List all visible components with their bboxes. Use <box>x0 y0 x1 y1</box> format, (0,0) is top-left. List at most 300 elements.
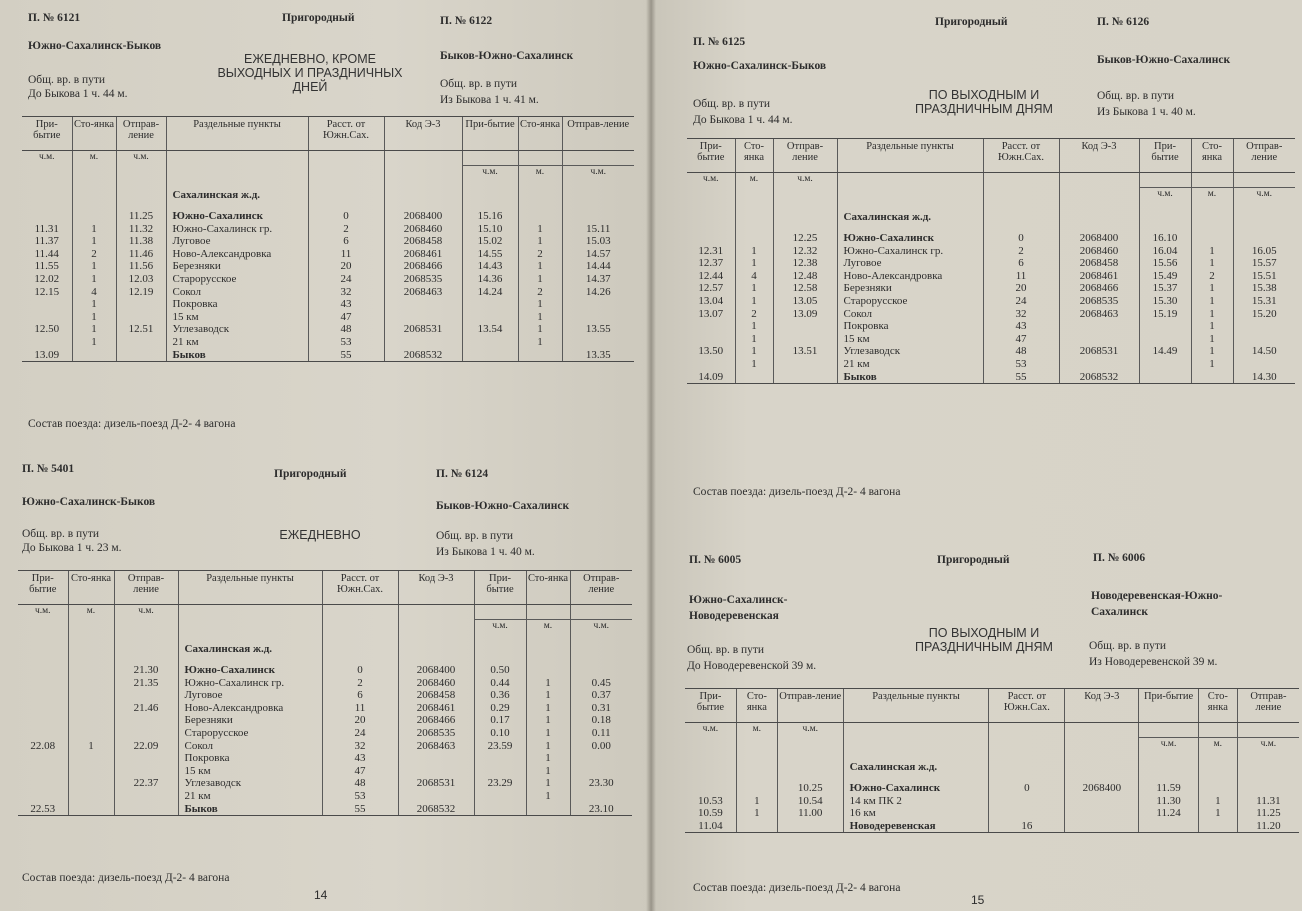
return-departure-time: 14.50 <box>1233 345 1295 358</box>
table-row <box>687 270 1295 283</box>
table-row <box>18 689 632 702</box>
return-departure-time <box>1233 333 1295 346</box>
return-arrival-time <box>1139 320 1191 333</box>
arrival-header: При-бытие <box>1139 139 1191 173</box>
unit-cell <box>1139 723 1199 738</box>
points-header: Раздельные пункты <box>837 139 983 173</box>
return-stop-minutes: 1 <box>526 677 570 690</box>
stop-header: Сто-янка <box>736 689 777 723</box>
return-stop-minutes: 1 <box>526 777 570 790</box>
arrival-time <box>18 664 68 677</box>
departure-header: Отправ-ление <box>116 117 166 151</box>
departure-time <box>114 689 178 702</box>
arrival-time: 11.04 <box>685 820 736 833</box>
code-header: Код Э-3 <box>384 117 462 151</box>
arrival-time <box>18 702 68 715</box>
route-b: Новодеревенская-Южно-Сахалинск <box>1091 590 1223 618</box>
table-row <box>22 323 634 336</box>
table-row <box>18 790 632 803</box>
page-number: 15 <box>971 893 985 907</box>
return-departure-time: 13.55 <box>562 323 634 336</box>
return-stop-minutes: 1 <box>1191 358 1233 371</box>
unit-cell <box>22 166 72 181</box>
table-row <box>687 245 1295 258</box>
unit-cell: ч.м. <box>462 166 518 181</box>
distance-km <box>989 795 1065 808</box>
distance-km: 43 <box>322 752 398 765</box>
departure-time <box>114 714 178 727</box>
distance-km: 0 <box>989 782 1065 795</box>
return-departure-time: 23.30 <box>570 777 632 790</box>
unit-cell: м. <box>1198 738 1237 753</box>
stop-minutes: 1 <box>735 358 773 371</box>
arrival-time: 12.44 <box>698 269 724 282</box>
stop-minutes <box>68 677 114 690</box>
header-row <box>22 117 634 151</box>
station-code: 2068458 <box>384 235 462 248</box>
points-header: Раздельные пункты <box>843 689 989 723</box>
timetable <box>18 570 632 816</box>
return-arrival-time: 15.02 <box>462 235 518 248</box>
distance-km: 16 <box>989 820 1065 833</box>
units-row <box>18 605 632 620</box>
return-stop-minutes <box>526 664 570 677</box>
station-name: Быков <box>837 371 983 384</box>
return-departure-time: 11.25 <box>1237 807 1299 820</box>
table-row <box>22 210 634 223</box>
return-arrival-time: 23.29 <box>474 777 526 790</box>
timetable <box>687 138 1295 384</box>
arrival-header: При-бытие <box>22 117 72 151</box>
departure-time <box>116 349 166 362</box>
stop-minutes <box>736 820 777 833</box>
points-header: Раздельные пункты <box>166 117 308 151</box>
return-departure-time: 14.37 <box>562 273 634 286</box>
stop-minutes: 1 <box>72 298 116 311</box>
stop-minutes: 1 <box>735 320 773 333</box>
departure-header: Отправ-ление <box>562 117 634 151</box>
return-stop-minutes <box>518 210 562 223</box>
return-stop-minutes: 1 <box>1191 282 1233 295</box>
stop-header: Сто-янка <box>68 571 114 605</box>
schedule-note: ПО ВЫХОДНЫМ И ПРАЗДНИЧНЫМ ДНЯМ <box>915 626 1053 654</box>
return-arrival-time: 15.16 <box>462 210 518 223</box>
unit-cell <box>562 151 634 166</box>
distance-km: 6 <box>983 257 1059 270</box>
empty-cell <box>474 634 526 664</box>
arrival-time <box>687 333 735 346</box>
header-row <box>685 689 1299 723</box>
departure-time: 21.46 <box>114 702 178 715</box>
unit-cell: м. <box>1191 188 1233 203</box>
unit-cell <box>166 166 308 181</box>
arrival-header: При-бытие <box>687 139 735 173</box>
unit-cell: ч.м. <box>702 724 719 734</box>
unit-cell <box>1139 173 1191 188</box>
schedule-note: ПО ВЫХОДНЫМ И ПРАЗДНИЧНЫМ ДНЯМ <box>915 88 1053 116</box>
station-name: Сокол <box>166 286 308 299</box>
empty-cell <box>308 180 384 210</box>
return-departure-time: 14.57 <box>562 248 634 261</box>
return-departure-time <box>1233 358 1295 371</box>
return-arrival-time: 0.36 <box>474 689 526 702</box>
departure-time: 11.38 <box>116 235 166 248</box>
station-name: Покровка <box>837 320 983 333</box>
return-stop-minutes: 1 <box>1198 807 1237 820</box>
arrival-time <box>685 782 736 795</box>
arrival-time: 10.59 <box>698 807 723 820</box>
empty-cell <box>1237 752 1299 782</box>
return-departure-time <box>1237 782 1299 795</box>
train-number-a: П. № 5401 <box>22 463 75 475</box>
distance-km: 24 <box>983 295 1059 308</box>
unit-cell: ч.м. <box>474 620 526 635</box>
stop-minutes <box>72 210 116 223</box>
unit-cell <box>1237 723 1299 738</box>
return-departure-time: 15.57 <box>1233 257 1295 270</box>
station-name: 21 км <box>178 790 322 803</box>
arrival-time: 13.04 <box>698 294 724 307</box>
station-name: Ново-Александровка <box>178 702 322 715</box>
return-arrival-time <box>474 803 526 816</box>
stop-minutes: 1 <box>72 235 116 248</box>
table-row <box>22 223 634 236</box>
station-code <box>398 790 474 803</box>
arrival-time <box>22 336 72 349</box>
return-arrival-time: 14.49 <box>1139 345 1191 358</box>
empty-cell <box>1233 202 1295 232</box>
station-code: 2068535 <box>1059 295 1139 308</box>
return-stop-minutes: 1 <box>518 223 562 236</box>
stop-minutes: 2 <box>72 248 116 261</box>
return-arrival-time: 0.44 <box>474 677 526 690</box>
empty-cell <box>22 180 72 210</box>
empty-cell <box>114 634 178 664</box>
unit-cell <box>1233 173 1295 188</box>
unit-cell <box>322 620 398 635</box>
return-arrival-time: 11.24 <box>1139 807 1199 820</box>
return-arrival-time: 15.10 <box>462 223 518 236</box>
railway-name: Сахалинская ж.д. <box>178 634 322 664</box>
return-arrival-time: 15.19 <box>1139 308 1191 321</box>
station-code: 2068535 <box>398 727 474 740</box>
stop-minutes <box>68 664 114 677</box>
return-stop-minutes: 1 <box>526 765 570 778</box>
return-arrival-time: 23.59 <box>474 740 526 753</box>
unit-cell <box>777 738 843 753</box>
unit-cell <box>384 166 462 181</box>
unit-cell: м. <box>735 173 773 188</box>
unit-cell: ч.м. <box>562 166 634 181</box>
page-number: 14 <box>314 888 328 902</box>
return-stop-minutes: 1 <box>526 689 570 702</box>
table-row <box>685 820 1299 833</box>
unit-cell <box>989 738 1065 753</box>
departure-time: 11.46 <box>116 248 166 261</box>
station-name: Южно-Сахалинск <box>837 232 983 245</box>
station-name: Старорусское <box>178 727 322 740</box>
station-name: Углезаводск <box>178 777 322 790</box>
return-departure-time: 11.20 <box>1237 820 1299 833</box>
distance-km: 2 <box>308 223 384 236</box>
empty-cell <box>562 180 634 210</box>
return-arrival-time <box>462 336 518 349</box>
return-departure-time: 15.11 <box>562 223 634 236</box>
empty-cell <box>1191 202 1233 232</box>
departure-time <box>114 752 178 765</box>
station-name: Березняки <box>837 282 983 295</box>
empty-cell <box>322 634 398 664</box>
empty-cell <box>735 202 773 232</box>
departure-time: 12.48 <box>773 270 837 283</box>
return-departure-time <box>570 790 632 803</box>
station-name: Покровка <box>178 752 322 765</box>
empty-cell <box>116 180 166 210</box>
distance-km: 47 <box>308 311 384 324</box>
train-number-a: П. № 6005 <box>689 554 742 566</box>
stop-header: Сто-янка <box>1198 689 1237 723</box>
departure-header: Отправ-ление <box>570 571 632 605</box>
route-a: Южно-Сахалинск-Быков <box>28 40 162 52</box>
empty-cell <box>526 634 570 664</box>
departure-time <box>116 298 166 311</box>
return-arrival-time <box>462 311 518 324</box>
distance-header: Расст. от Южн.Сах. <box>322 571 398 605</box>
station-code <box>398 752 474 765</box>
distance-km: 48 <box>983 345 1059 358</box>
distance-km: 43 <box>983 320 1059 333</box>
arrival-time <box>18 752 68 765</box>
route-b: Быков-Южно-Сахалинск <box>436 500 570 512</box>
return-stop-minutes: 1 <box>1191 333 1233 346</box>
total-time-label: Общ. вр. в пути <box>1089 640 1167 652</box>
units-row <box>22 151 634 166</box>
return-stop-minutes: 1 <box>518 311 562 324</box>
arrival-time <box>687 232 735 245</box>
header-row <box>18 571 632 605</box>
total-time-label: Общ. вр. в пути <box>440 78 518 90</box>
table-row <box>18 677 632 690</box>
return-stop-minutes: 1 <box>1191 245 1233 258</box>
return-stop-minutes: 1 <box>518 323 562 336</box>
total-time-label: Общ. вр. в пути <box>693 98 771 110</box>
station-name: Углезаводск <box>166 323 308 336</box>
return-stop-minutes: 2 <box>518 248 562 261</box>
arrival-time: 11.44 <box>34 247 59 260</box>
table-row <box>18 777 632 790</box>
distance-km: 24 <box>308 273 384 286</box>
distance-km: 11 <box>308 248 384 261</box>
arrival-time: 12.02 <box>34 272 60 285</box>
table-row <box>687 371 1295 384</box>
unit-cell <box>1059 188 1139 203</box>
station-code: 2068466 <box>384 260 462 273</box>
return-arrival-time: 0.29 <box>474 702 526 715</box>
departure-time: 12.25 <box>773 232 837 245</box>
station-code: 2068531 <box>1059 345 1139 358</box>
arrival-time: 12.15 <box>34 285 60 298</box>
arrival-time: 12.37 <box>698 257 724 270</box>
travel-time-b: Из Быкова 1 ч. 40 м. <box>436 546 535 558</box>
station-name: Южно-Сахалинск <box>843 782 989 795</box>
train-number-a: П. № 6121 <box>28 12 81 24</box>
return-stop-minutes: 1 <box>1191 320 1233 333</box>
arrival-header: При-бытие <box>474 571 526 605</box>
departure-header: Отправ-ление <box>1237 689 1299 723</box>
return-stop-minutes: 1 <box>518 298 562 311</box>
unit-cell: ч.м. <box>38 152 55 162</box>
units-row <box>22 166 634 181</box>
departure-time <box>114 727 178 740</box>
train-number-b: П. № 6124 <box>436 468 489 480</box>
stop-minutes <box>68 689 114 702</box>
empty-cell <box>685 752 736 782</box>
unit-cell: ч.м. <box>773 173 837 188</box>
distance-km: 6 <box>308 235 384 248</box>
unit-cell: ч.м. <box>1237 738 1299 753</box>
station-code <box>1059 358 1139 371</box>
station-name: Луговое <box>178 689 322 702</box>
departure-time: 12.32 <box>773 245 837 258</box>
return-stop-minutes: 1 <box>526 752 570 765</box>
return-arrival-time <box>1139 358 1191 371</box>
unit-cell <box>736 738 777 753</box>
table-row <box>18 727 632 740</box>
return-stop-minutes <box>1198 782 1237 795</box>
stop-minutes <box>68 752 114 765</box>
empty-cell <box>687 202 735 232</box>
empty-cell <box>384 180 462 210</box>
distance-km: 55 <box>983 371 1059 384</box>
departure-time: 22.09 <box>114 740 178 753</box>
table-row <box>687 320 1295 333</box>
unit-cell <box>735 188 773 203</box>
timetable <box>685 688 1299 833</box>
unit-cell: ч.м. <box>570 620 632 635</box>
return-arrival-time: 15.49 <box>1139 270 1191 283</box>
stop-minutes: 1 <box>736 807 777 820</box>
return-stop-minutes: 1 <box>518 260 562 273</box>
station-name: Ново-Александровка <box>166 248 308 261</box>
departure-header: Отправ-ление <box>777 689 843 723</box>
unit-cell: ч.м. <box>1139 738 1199 753</box>
stop-minutes: 4 <box>735 270 773 283</box>
return-departure-time: 23.10 <box>570 803 632 816</box>
return-departure-time: 15.31 <box>1233 295 1295 308</box>
empty-cell <box>1065 752 1139 782</box>
unit-cell <box>837 173 983 188</box>
arrival-time: 11.31 <box>34 222 59 235</box>
station-name: Луговое <box>837 257 983 270</box>
distance-km: 47 <box>322 765 398 778</box>
distance-km: 11 <box>983 270 1059 283</box>
code-header: Код Э-3 <box>398 571 474 605</box>
arrival-time <box>22 298 72 311</box>
stop-header: Сто-янка <box>518 117 562 151</box>
unit-cell <box>114 620 178 635</box>
departure-time: 11.32 <box>116 223 166 236</box>
table-row <box>22 311 634 324</box>
distance-km: 32 <box>308 286 384 299</box>
train-composition: Состав поезда: дизель-поезд Д-2- 4 вагона <box>693 882 901 894</box>
station-name: Березняки <box>166 260 308 273</box>
departure-time: 10.25 <box>777 782 843 795</box>
station-code <box>1065 820 1139 833</box>
distance-header: Расст. от Южн.Сах. <box>983 139 1059 173</box>
schedule-note: ЕЖЕДНЕВНО <box>279 528 361 542</box>
arrival-time: 10.53 <box>698 794 723 807</box>
table-row <box>18 714 632 727</box>
railway-row <box>18 634 632 664</box>
empty-cell <box>773 202 837 232</box>
station-name: Новодеревенская <box>843 820 989 833</box>
unit-cell <box>1059 173 1139 188</box>
departure-header: Отправ-ление <box>1233 139 1295 173</box>
station-code <box>384 336 462 349</box>
distance-km: 20 <box>983 282 1059 295</box>
return-departure-time <box>1233 320 1295 333</box>
table-row <box>22 286 634 299</box>
railway-name: Сахалинская ж.д. <box>837 202 983 232</box>
return-stop-minutes: 1 <box>1191 345 1233 358</box>
station-name: Покровка <box>166 298 308 311</box>
route-a: Южно-Сахалинск-Новодеревенская <box>689 594 788 622</box>
units-row <box>685 738 1299 753</box>
distance-km: 43 <box>308 298 384 311</box>
table-row <box>685 807 1299 820</box>
departure-time: 13.09 <box>773 308 837 321</box>
arrival-header: При-бытие <box>18 571 68 605</box>
train-type: Пригородный <box>282 12 355 24</box>
unit-cell <box>526 605 570 620</box>
unit-cell <box>773 188 837 203</box>
return-stop-minutes <box>1191 232 1233 245</box>
station-code: 2068461 <box>1059 270 1139 283</box>
station-code: 2068463 <box>398 740 474 753</box>
station-code <box>1065 795 1139 808</box>
stop-minutes <box>68 777 114 790</box>
return-arrival-time <box>1139 371 1191 384</box>
departure-time: 21.35 <box>114 677 178 690</box>
total-time-label: Общ. вр. в пути <box>687 644 765 656</box>
unit-cell: ч.м. <box>1139 188 1191 203</box>
unit-cell <box>983 173 1059 188</box>
distance-km: 47 <box>983 333 1059 346</box>
return-arrival-time: 16.04 <box>1139 245 1191 258</box>
station-code: 2068400 <box>398 664 474 677</box>
station-name: 16 км <box>843 807 989 820</box>
departure-time <box>114 765 178 778</box>
return-stop-minutes: 1 <box>526 714 570 727</box>
arrival-time: 13.07 <box>698 307 724 320</box>
stop-minutes <box>68 702 114 715</box>
station-name: 14 км ПК 2 <box>843 795 989 808</box>
unit-cell <box>398 620 474 635</box>
distance-km: 11 <box>322 702 398 715</box>
return-arrival-time: 14.36 <box>462 273 518 286</box>
total-time-label: Общ. вр. в пути <box>28 74 106 86</box>
arrival-time <box>18 727 68 740</box>
travel-time-b: Из Быкова 1 ч. 40 м. <box>1097 106 1196 118</box>
station-code: 2068532 <box>1059 371 1139 384</box>
return-departure-time: 14.26 <box>562 286 634 299</box>
train-number-b: П. № 6006 <box>1093 552 1146 564</box>
arrival-time <box>687 320 735 333</box>
travel-time-a: До Новодеревенской 39 м. <box>687 660 817 672</box>
return-arrival-time: 14.43 <box>462 260 518 273</box>
unit-cell <box>837 188 983 203</box>
return-departure-time: 0.00 <box>570 740 632 753</box>
